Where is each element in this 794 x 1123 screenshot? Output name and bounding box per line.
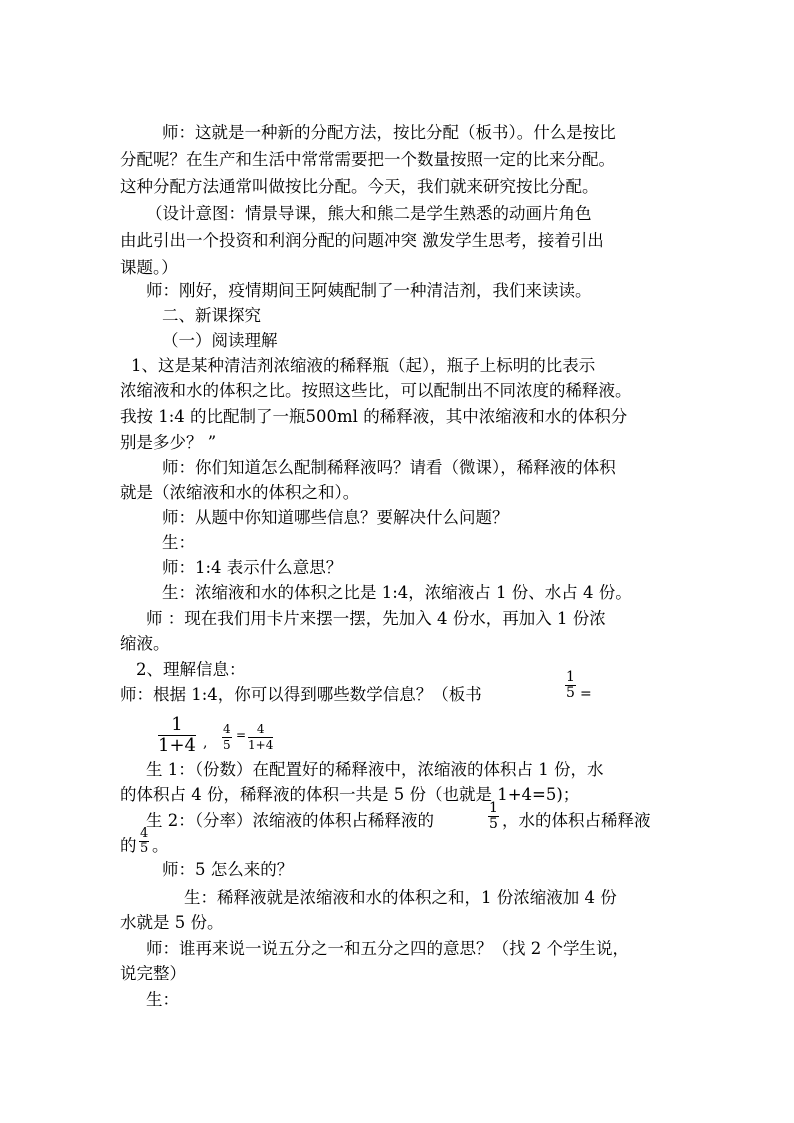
comma: , (203, 735, 208, 751)
fraction-four-fifths-2: 4 5 (140, 826, 149, 856)
paragraph-line: 浓缩液和水的体积之比。按照这些比，可以配制出不同浓度的稀释液。 (120, 381, 632, 400)
paragraph-line: 课题。） (120, 258, 178, 277)
paragraph-line: 由此引出一个投资和利润分配的问题冲突 激发学生思考，接着引出 (120, 231, 604, 250)
paragraph-line: 。 (152, 836, 169, 855)
paragraph-line: 分配呢？在生产和生活中常常需要把一个数量按照一定的比来分配。 (120, 150, 615, 169)
paragraph-line: 师 ：现在我们用卡片来摆一摆，先加入 4 份水，再加入 1 份浓 (146, 609, 606, 628)
equals-sign-2: = (236, 728, 247, 742)
subsection-heading: （一）阅读理解 (162, 331, 278, 350)
fraction-four-over-one-plus-four: 4 1+4 (248, 722, 274, 752)
paragraph-line: 的 (120, 836, 137, 855)
paragraph-line: 师：5 怎么来的？ (162, 860, 294, 879)
paragraph-line: 师：谁再来说一说五分之一和五分之四的意思？（找 2 个学生说， (146, 939, 629, 958)
fraction-one-over-one-plus-four: 1 1+4 (158, 714, 196, 756)
paragraph-line: 生 1：（份数）在配置好的稀释液中，浓缩液的体积占 1 份，水 (146, 760, 604, 779)
fraction-one-fifth: 1 5 (566, 669, 575, 701)
paragraph-line: 生 2：（分率）浓缩液的体积占稀释液的 (146, 811, 434, 830)
paragraph-line: 生：浓缩液和水的体积之比是 1:4，浓缩液占 1 份、水占 4 份。 (162, 583, 632, 602)
paragraph-line: 别是多少？ ” (120, 433, 217, 452)
paragraph-line: 这种分配方法通常叫做按比分配。今天，我们就来研究按比分配。 (120, 177, 599, 196)
paragraph-line: 1、这是某种清洁剂浓缩液的稀释瓶（起），瓶子上标明的比表示 (131, 356, 596, 375)
fraction-four-fifths: 4 5 (223, 722, 231, 752)
paragraph-line: 师：你们知道怎么配制稀释液吗？请看（微课），稀释液的体积 (162, 458, 616, 477)
paragraph-line: 师：从题中你知道哪些信息？要解决什么问题？ (162, 508, 509, 527)
section-heading: 二、新课探究 (162, 306, 261, 325)
paragraph-line: 师：1:4 表示什么意思？ (162, 558, 343, 577)
paragraph-line: 生：稀释液就是浓缩液和水的体积之和，1 份浓缩液加 4 份 (184, 888, 617, 907)
paragraph-line: 缩液。 (120, 634, 170, 653)
paragraph-line: 的体积占 4 份，稀释液的体积一共是 5 份（也就是 1+4=5)； (120, 785, 580, 804)
paragraph-line: 师：这就是一种新的分配方法，按比分配（板书）。什么是按比 (162, 123, 616, 142)
equals-sign: = (580, 686, 592, 702)
fraction-one-fifth-2: 1 5 (489, 800, 498, 832)
paragraph-line: （设计意图：情景导课，熊大和熊二是学生熟悉的动画片角色 (146, 204, 592, 223)
paragraph-line: 师：刚好，疫情期间王阿姨配制了一种清洁剂，我们来读读。 (146, 281, 592, 300)
paragraph-line: 生： (146, 990, 179, 1009)
paragraph-line: ，水的体积占稀释液 (502, 811, 651, 830)
paragraph-line: 说完整） (120, 964, 186, 983)
paragraph-line: 水就是 5 份。 (120, 913, 224, 932)
paragraph-line: 师：根据 1:4，你可以得到哪些数学信息？（板书 (120, 685, 482, 704)
paragraph-line: 2、理解信息： (136, 660, 246, 679)
paragraph-line: 就是（浓缩液和水的体积之和）。 (120, 483, 360, 502)
paragraph-line: 我按 1:4 的比配制了一瓶500ml 的稀释液，其中浓缩液和水的体积分 (120, 407, 628, 426)
paragraph-line: 生： (162, 533, 195, 552)
